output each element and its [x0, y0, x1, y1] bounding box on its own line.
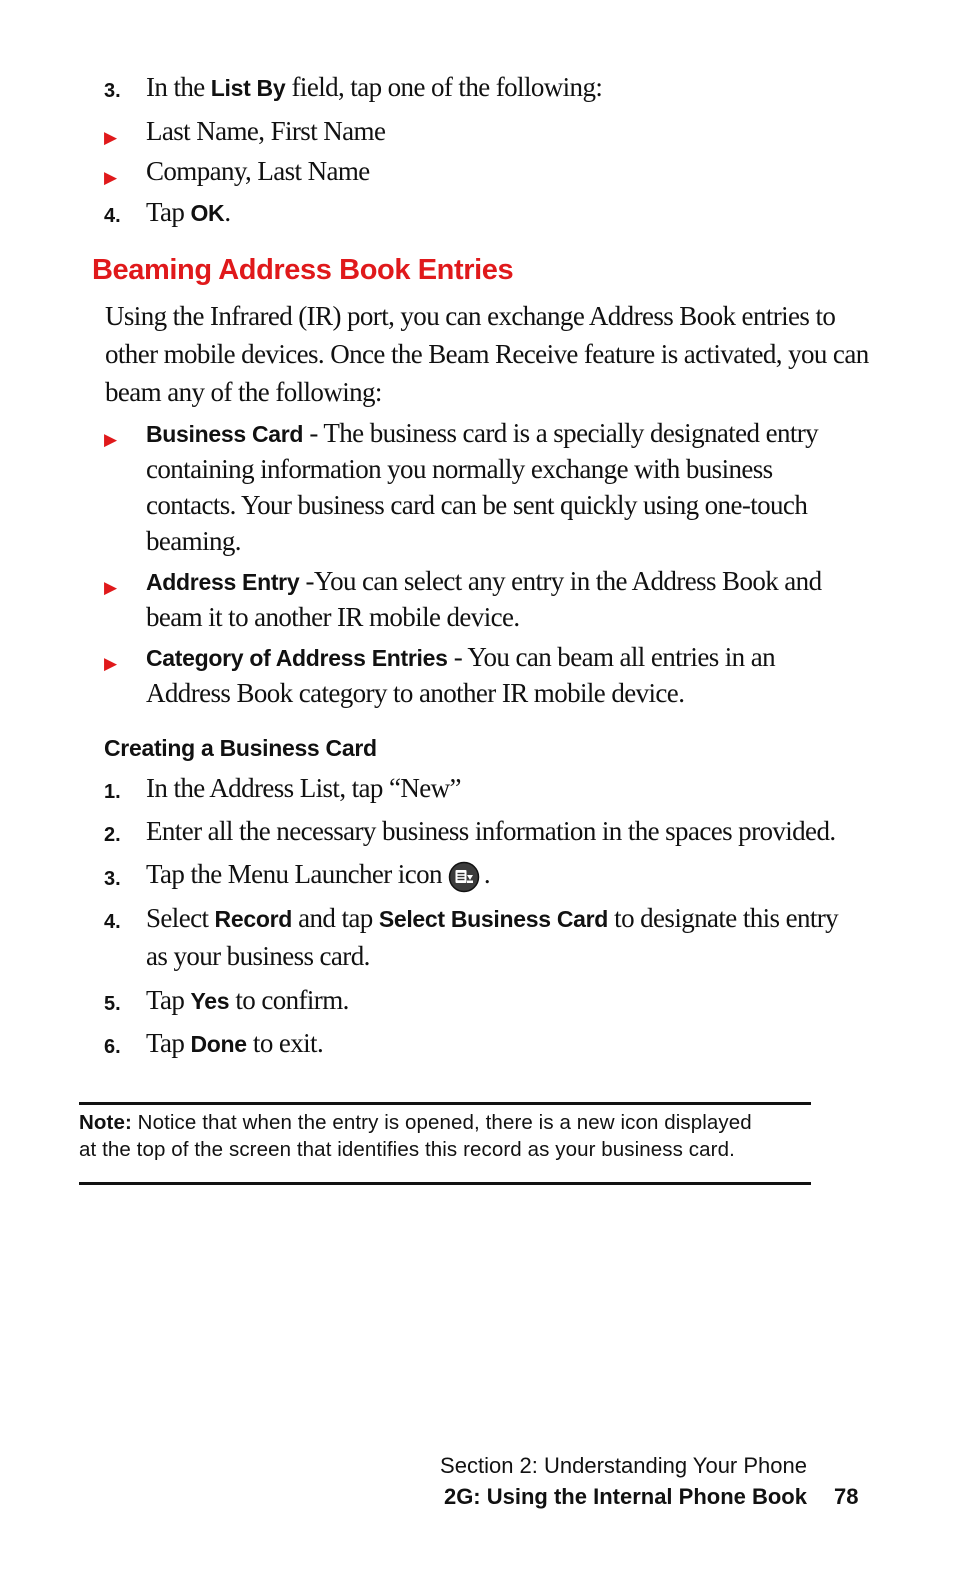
- list-item: Address Entry -You can select any entry in the Address Book and: [146, 566, 822, 596]
- menu-launcher-icon: [448, 861, 480, 893]
- subsection-heading: Creating a Business Card: [104, 735, 377, 761]
- select-business-card-label: Select Business Card: [378, 906, 609, 932]
- step-text: as your business card.: [146, 941, 370, 971]
- item-line: containing information you normally exchange with business: [146, 454, 773, 484]
- note-line: at the top of the screen that identifies this record as your business card.: [79, 1138, 735, 1161]
- step-text: Tap Done to exit.: [146, 1028, 324, 1058]
- note-bottom-rule: [79, 1182, 811, 1185]
- step-text: Select Record and tap Select Business Card to designate this entry: [146, 903, 839, 933]
- list-by-label: List By: [210, 75, 286, 101]
- item-title: Category of Address Entries: [146, 645, 448, 671]
- intro-line: other mobile devices. Once the Beam Receive feature is activated, you can: [105, 339, 869, 369]
- red-triangle-bullet-icon: ▶: [104, 654, 118, 674]
- list-option: Company, Last Name: [146, 156, 370, 186]
- step-text: Tap OK.: [146, 197, 231, 227]
- item-line: contacts. Your business card can be sent quickly using one-touch: [146, 490, 808, 520]
- section-heading: Beaming Address Book Entries: [92, 254, 514, 286]
- step-number: 5.: [104, 993, 121, 1015]
- item-line: beaming.: [146, 526, 241, 556]
- ok-label: OK: [190, 200, 225, 226]
- intro-line: beam any of the following:: [105, 377, 382, 407]
- step-text: In the List By field, tap one of the following:: [146, 72, 603, 102]
- item-title: Business Card: [146, 421, 304, 447]
- intro-line: Using the Infrared (IR) port, you can exchange Address Book entries to: [105, 301, 836, 331]
- item-line: Address Book category to another IR mobile device.: [146, 678, 685, 708]
- red-triangle-bullet-icon: ▶: [104, 578, 118, 598]
- step-number: 3.: [104, 80, 121, 102]
- done-label: Done: [190, 1031, 247, 1057]
- yes-label: Yes: [190, 988, 230, 1014]
- item-line: beam it to another IR mobile device.: [146, 602, 520, 632]
- footer-chapter: 2G: Using the Internal Phone Book: [443, 1484, 807, 1509]
- item-title: Address Entry: [146, 569, 300, 595]
- step-number: 2.: [104, 824, 121, 846]
- step-number: 4.: [104, 205, 121, 227]
- note-top-rule: [79, 1102, 811, 1105]
- note-line: Note: Notice that when the entry is opened, there is a new icon displayed: [79, 1111, 752, 1134]
- record-label: Record: [214, 906, 292, 932]
- step-text: Tap Yes to confirm.: [146, 985, 349, 1015]
- list-option: Last Name, First Name: [146, 116, 386, 146]
- step-number: 4.: [104, 911, 121, 933]
- red-triangle-bullet-icon: ▶: [104, 128, 118, 148]
- step-text: In the Address List, tap “New”: [146, 773, 461, 803]
- page-number: 78: [834, 1484, 859, 1509]
- red-triangle-bullet-icon: ▶: [104, 168, 118, 188]
- step-number: 6.: [104, 1036, 121, 1058]
- step-text: Tap the Menu Launcher icon .: [146, 859, 490, 893]
- step-number: 1.: [104, 781, 121, 803]
- list-item: Business Card - The business card is a specially designated entry: [146, 418, 819, 448]
- red-triangle-bullet-icon: ▶: [104, 430, 118, 450]
- step-number: 3.: [104, 868, 121, 890]
- list-item: Category of Address Entries - You can beam all entries in an: [146, 642, 776, 672]
- footer-section: Section 2: Understanding Your Phone: [440, 1453, 807, 1478]
- step-text: Enter all the necessary business information in the spaces provided.: [146, 816, 836, 846]
- note-label: Note:: [79, 1111, 132, 1134]
